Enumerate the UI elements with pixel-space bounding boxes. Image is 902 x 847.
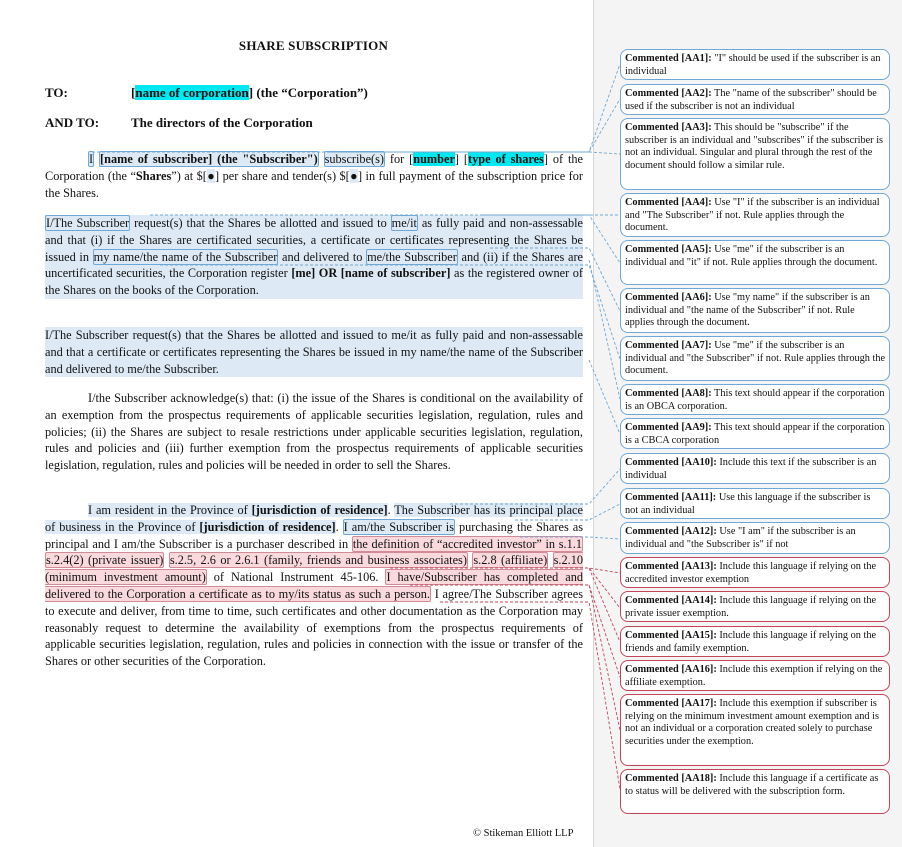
tender-placeholder[interactable]: ● — [349, 168, 358, 183]
document-title: SHARE SUBSCRIPTION — [238, 38, 389, 53]
and-to-line — [45, 115, 313, 131]
paragraph-subscription: I [name of subscriber] (the "Subscriber") subscribe(s) for [number] [type of shares] of the Corporation (the “Shares”) at $[●] per share and tender(s) $[●] in full payment of the subscription price for the Shares. — [45, 152, 584, 200]
comment-aa2[interactable]: Commented [AA2]: The "name of the subscriber" should be used if the subscriber is not an individual — [620, 84, 890, 115]
comment-aa5[interactable]: Commented [AA5]: Use "me" if the subscriber is an individual and "it" if not. Rule applies through the document. — [620, 240, 890, 285]
comment-aa18[interactable]: Commented [AA18]: Include this language if a certificate as to status will be delivered with the subscription form. — [620, 769, 890, 814]
subscriber-i[interactable]: I — [89, 152, 94, 166]
paragraph-acknowledgement: I/the Subscriber acknowledge(s) that: (i) the issue of the Shares is conditional on the availability of an exemption from the prospectus requirements of applicable securities legislation, regulation, rules and policies; (ii) the Shares are subject to resale restrictions under applicable securities legislation, regulation, rules and policies and (iii) further exemption from the prospectus requirements of applicable securities legislation, regulation, rules and policies will be needed in order to sell the Shares. — [45, 391, 583, 473]
comment-aa12[interactable]: Commented [AA12]: Use "I am" if the subscriber is an individual and "the Subscriber is" if not — [620, 522, 890, 554]
and-to-label: AND TO: — [45, 115, 100, 130]
to-label: TO: — [45, 85, 68, 100]
comment-aa10[interactable]: Commented [AA10]: Include this text if the subscriber is an individual — [620, 453, 890, 484]
comment-aa7[interactable]: Commented [AA7]: Use "me" if the subscriber is an individual and "the Subscriber" if not. Rule applies through the document. — [620, 336, 890, 381]
comment-aa15[interactable]: Commented [AA15]: Include this language if relying on the friends and family exemption. — [620, 626, 890, 657]
comment-aa9[interactable]: Commented [AA9]: This text should appear if the corporation is a CBCA corporation — [620, 418, 890, 449]
paragraph-cbca: I/The Subscriber request(s) that the Shares be allotted and issued to me/it as fully paid and non-assessable and that a certificate or certificates representing the Shares be issued in my name/the name of the Subscriber and delivered to me/the Subscriber. — [45, 328, 583, 376]
comment-aa17[interactable]: Commented [AA17]: Include this exemption if subscriber is relying on the minimum investment amount exemption and is not an individual or a corporation created solely to purchase securities under the exemption. — [620, 694, 890, 766]
to-line: TO: [name of corporation] (the “Corporation”) — [45, 85, 368, 100]
corporation-name-field[interactable]: name of corporation — [135, 85, 249, 100]
comment-aa6[interactable]: Commented [AA6]: Use "my name" if the subscriber is an individual and "the name of the Subscriber" if not. Rule applies through the document. — [620, 288, 890, 333]
comment-aa13[interactable]: Commented [AA13]: Include this language if relying on the accredited investor exemption — [620, 557, 890, 588]
comment-aa14[interactable]: Commented [AA14]: Include this language if relying on the private issuer exemption. — [620, 591, 890, 622]
price-placeholder[interactable]: ● — [206, 168, 216, 183]
paragraph-residence: I am resident in the Province of [jurisdiction of residence]. The Subscriber has its principal place of business in the Province of [jurisdiction of residence]. I am/the Subscriber is purchasing the Shares as principal and I am/the Subscriber is a purchaser described in the definition of “accredited investor” in s.1.1 s.2.4(2) (private issuer) s.2.5, 2.6 or 2.6.1 (family, friends and business associates) s.2.8 (affiliate) s.2.10 (minimum investment amount) of National Instrument 45-106. I have/Subscriber has completed and delivered to the Corporation a certificate as to my/its status as such a person. I agree/The Subscriber agrees to execute and deliver, from time to time, such certificates and other documentation as the Corporation may reasonably request to determine the availability of exemptions from the prospectus requirements of applicable securities legislation, regulation, rules and policies in connection with the issue or transfer of the Shares or other securities of the Corporation. — [45, 503, 584, 669]
subscribe-verb[interactable]: subscribe(s) — [324, 152, 384, 166]
comment-aa11[interactable]: Commented [AA11]: Use this language if the subscriber is not an individual — [620, 488, 890, 519]
copyright-footer: © Stikeman Elliott LLP — [473, 828, 574, 839]
subscriber-name-field[interactable]: [name of subscriber] (the "Subscriber") — [100, 152, 318, 166]
number-field[interactable]: number — [413, 152, 455, 166]
comment-aa1[interactable]: Commented [AA1]: "I" should be used if the subscriber is an individual — [620, 49, 890, 80]
share-type-field[interactable]: type of shares — [468, 152, 544, 166]
to-suffix: (the “Corporation”) — [253, 85, 368, 100]
comment-aa3[interactable]: Commented [AA3]: This should be "subscribe" if the subscriber is an individual and "subscribes" if the subscriber is not an individual. Singular and plural through the rest of the document should follow a similar rule. — [620, 118, 890, 190]
comment-aa16[interactable]: Commented [AA16]: Include this exemption if relying on the affiliate exemption. — [620, 660, 890, 691]
comment-aa4[interactable]: Commented [AA4]: Use "I" if the subscriber is an individual and "The Subscriber" if not. Rule applies through the document. — [620, 193, 890, 237]
and-to-value: The directors of the Corporation — [131, 115, 313, 130]
comment-aa8[interactable]: Commented [AA8]: This text should appear if the corporation is an OBCA corporation. — [620, 384, 890, 415]
paragraph-obca: I/The Subscriber request(s) that the Shares be allotted and issued to me/it as fully paid and non-assessable and that (i) if the Shares are certificated securities, a certificate or certificates representing the Shares be issued in my name/the name of the Subscriber and delivered to me/the Subscriber and (ii) if the Shares are uncertificated securities, the Corporation register [me] OR [name of subscriber] as the registered owner of the Shares on the books of the Corporation. — [45, 216, 584, 298]
